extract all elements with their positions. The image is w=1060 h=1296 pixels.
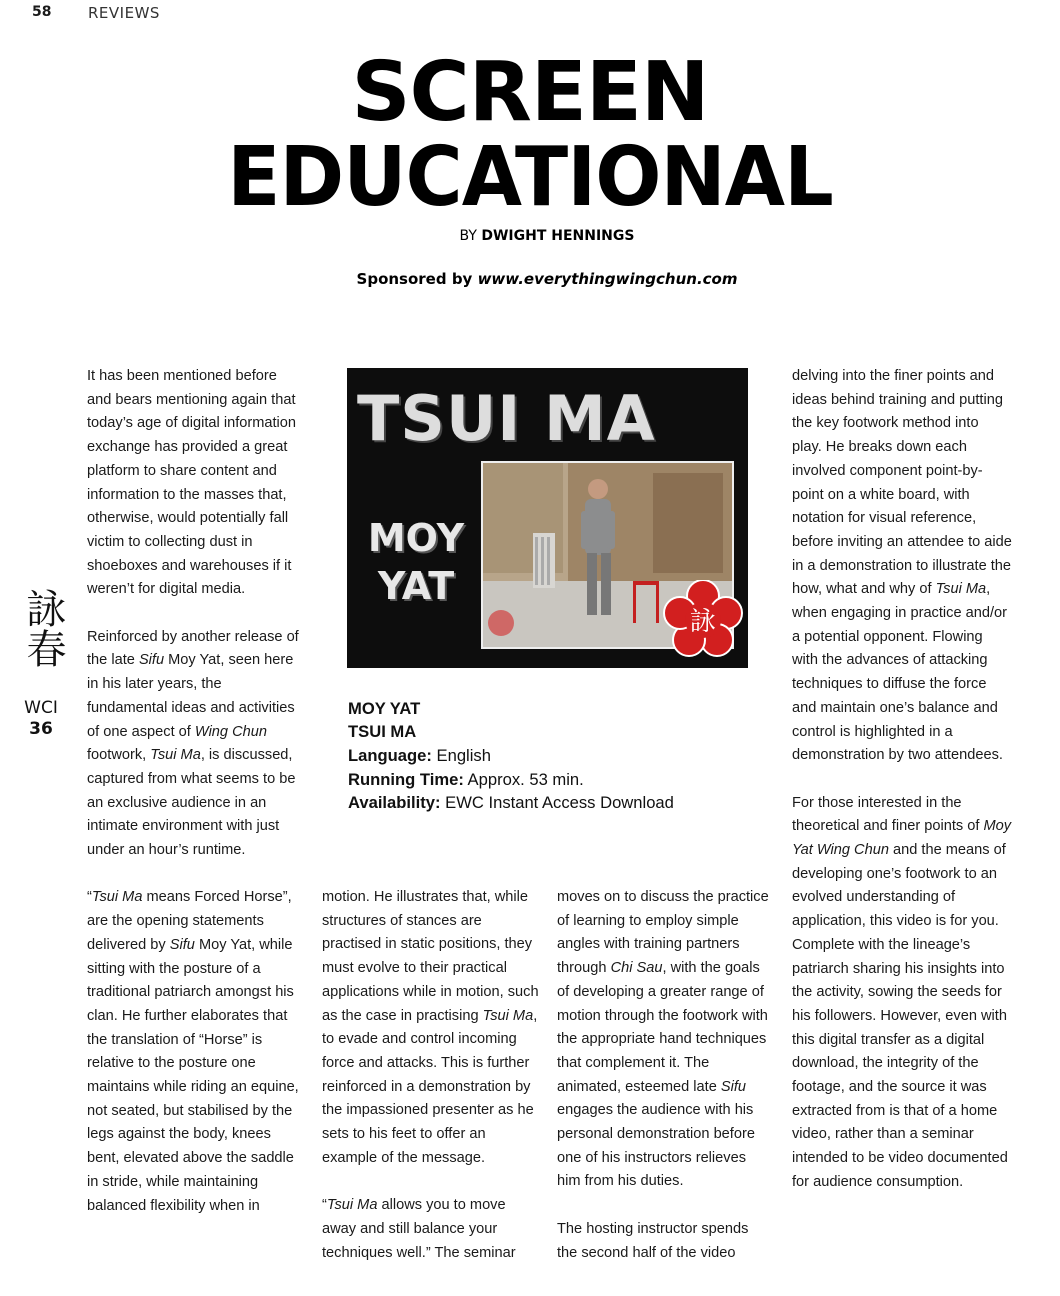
svg-text:詠: 詠 xyxy=(689,607,717,637)
paragraph: motion. He illustrates that, while structures of stances are practised in static positions, they must evolve to their practical applications while in motion, such as the case in practising Tsui Ma, to evade and control incoming force and attacks. This is further reinforced in a demonstration by the impassioned presenter as he sets to his feet to offer an example of the message. xyxy=(322,889,539,1166)
details-availability: Availability: EWC Instant Access Download xyxy=(348,793,674,812)
paragraph: “Tsui Ma allows you to move away and still balance your techniques well.” The seminar xyxy=(322,1197,516,1261)
paragraph: “Tsui Ma means Forced Horse”, are the opening statements delivered by Sifu Moy Yat, while sitting with the posture of a traditional patriarch amongst his clan. He further elaborates that the translation of “Horse” is relative to the posture one maintains while riding an equine, not seated, but stabilised by the legs against the body, knees bent, elevated above the saddle in stride, while maintaining balanced flexibility when in xyxy=(87,889,299,1214)
cover-title: TSUI MA xyxy=(357,382,656,455)
section-label: REVIEWS xyxy=(88,4,160,22)
byline-author: DWIGHT HENNINGS xyxy=(481,228,635,244)
sponsor-url[interactable]: www.everythingwingchun.com xyxy=(477,270,738,288)
article-column-3 xyxy=(557,886,772,1289)
sponsor-line xyxy=(0,270,1060,288)
paragraph: Reinforced by another release of the late Sifu Moy Yat, seen here in his later years, the fundamental ideas and activities of one aspect of Wing Chun footwork, Tsui Ma, is discussed, captured from what seems to be an exclusive audience in an intimate environment with just under an hour’s runtime. xyxy=(87,628,299,859)
sponsor-prefix: Sponsored by xyxy=(356,270,473,288)
byline-prefix: BY xyxy=(459,228,477,244)
paragraph: delving into the finer points and ideas behind training and putting the key footwork method into play. He breaks down each involved component point-by-point on a white board, with notation for visual reference, before inviting an attendee to aide in a demonstration to illustrate the how, what and why of Tsui Ma, when engaging in practice and/or a potential opponent. Flowing with the advances of attacking techniques to diffuse the force and maintain one’s balance and control is highlighted in a demonstration by two attendees. xyxy=(792,368,1012,764)
paragraph: moves on to discuss the practice of learning to employ simple angles with training partners through Chi Sau, with the goals of developing a greater range of motion through the footwork with the appropriate hand techniques that complement it. The animated, esteemed late Sifu engages the audience with his personal demonstration before one of his instructors relieves him from his duties. xyxy=(557,889,769,1190)
magazine-label: WCI xyxy=(24,698,58,718)
details-runtime: Running Time: Approx. 53 min. xyxy=(348,770,584,789)
details-title: TSUI MA xyxy=(348,722,417,741)
paragraph: It has been mentioned before and bears mentioning again that today’s age of digital information exchange has provided a great platform to share content and information to the masses that, otherwise, would potentially fall victim to collecting dust in shoeboxes and warehouses if it weren’t for digital media. xyxy=(87,368,297,598)
details-language: Language: English xyxy=(348,746,491,765)
page-number: 58 xyxy=(32,4,52,20)
wing-chun-characters: 詠春 xyxy=(20,588,66,668)
details-name: MOY YAT xyxy=(348,699,421,718)
article-column-4 xyxy=(792,365,1012,1218)
cover-name-first: MOY xyxy=(367,516,465,560)
plum-blossom-logo-icon xyxy=(663,580,743,660)
headline-line-1: SCREEN xyxy=(351,45,709,140)
headline-line-2: EDUCATIONAL xyxy=(227,130,833,225)
issue-number: 36 xyxy=(29,719,53,739)
cover-name-last: YAT xyxy=(377,564,455,608)
article-column-2 xyxy=(322,886,540,1289)
paragraph: The hosting instructor spends the second half of the video xyxy=(557,1220,749,1261)
paragraph: For those interested in the theoretical and finer points of Moy Yat Wing Chun and the means of developing one’s footwork to an evolved understanding of application, this video is for you. Complete with the lineage’s patriarch sharing his insights into the activity, sowing the seeds for his followers. However, even with this digital transfer as a digital download, the integrity of the footage, and the source it was extracted from is that of a home video, rather than a seminar intended to be video documented for audience consumption. xyxy=(792,794,1012,1190)
article-column-1 xyxy=(87,365,305,1242)
dvd-cover-image xyxy=(347,368,748,668)
byline xyxy=(0,228,1060,244)
